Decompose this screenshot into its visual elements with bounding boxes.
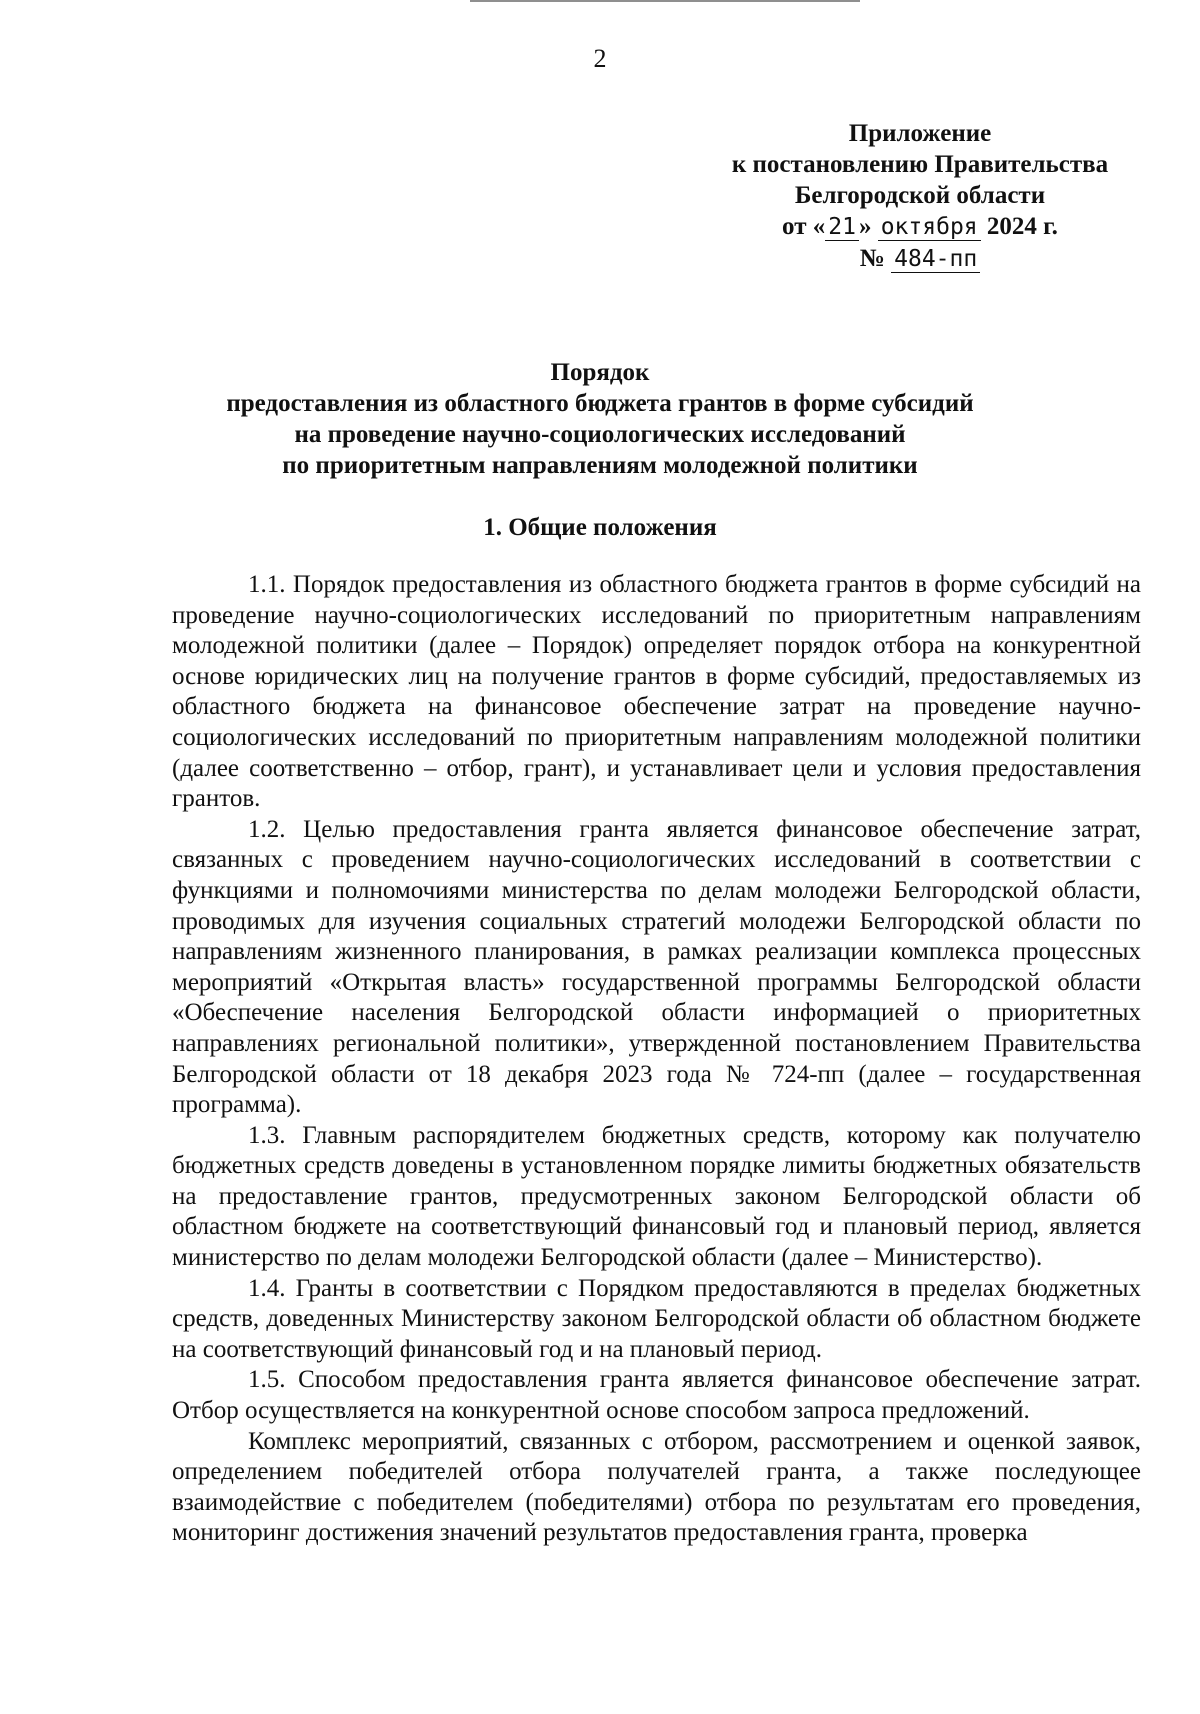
section-heading: 1. Общие положения (483, 514, 717, 541)
paragraph-1-2: 1.2. Целью предоставления гранта является финансовое обеспечение затрат, связанных с проведением научно-социологических исследований в соответствии с функциями и полномочиями министерства по делам молодежи Белгородской области, проводимых для изучения социальных стратегий молодежи Белгородской области по направлениям жизненного планирования, в рамках реализации комплекса процессных мероприятий «Открытая власть» государственной программы Белгородской области «Обеспечение населения Белгородской области информацией о приоритетных направлениях региональной политики», утвержденной постановлением Правительства Белгородской области от 18 декабря 2023 года № 724-пп (далее – государственная программа). (172, 815, 1141, 1119)
paragraph-1-4: 1.4. Гранты в соответствии с Порядком предоставляются в пределах бюджетных средств, доведенных Министерству законом Белгородской области об областном бюджете на соответствующий финансовый год и на плановый период. (172, 1274, 1141, 1363)
paragraph-1-5-cont: Комплекс мероприятий, связанных с отбором, рассмотрением и оценкой заявок, определением победителей отбора получателей гранта, а также последующее взаимодействие с победителем (победителями) отбора по результатам его проведения, мониторинг достижения значений результатов предоставления гранта, проверка (172, 1427, 1141, 1547)
appendix-line-2: к постановлению Правительства (731, 151, 1109, 178)
date-prefix: от « (782, 213, 826, 240)
document-title (0, 357, 1200, 481)
number-value: 484-пп (891, 246, 980, 273)
section-body (172, 570, 1141, 1549)
title-line-1: Порядок (550, 359, 650, 386)
title-line-3: на проведение научно-социологических исследований (294, 421, 906, 448)
appendix-number-line (720, 243, 1120, 275)
page-number: 2 (593, 44, 607, 73)
appendix-line-3: Белгородской области (794, 182, 1046, 209)
date-year: 2024 г. (980, 213, 1058, 240)
appendix-date-line (720, 211, 1120, 243)
title-line-4: по приоритетным направлениям молодежной политики (282, 452, 918, 479)
appendix-header (720, 118, 1120, 275)
scan-top-line (470, 0, 860, 2)
paragraph-1-5: 1.5. Способом предоставления гранта является финансовое обеспечение затрат. Отбор осуществляется на конкурентной основе способом запроса предложений. (172, 1366, 1141, 1425)
date-mid: » (858, 213, 878, 240)
paragraph-1-3: 1.3. Главным распорядителем бюджетных средств, которому как получателю бюджетных средств доведены в установленном порядке лимиты бюджетных обязательств на предоставление грантов, предусмотренных законом Белгородской области об областном бюджете на соответствующий финансовый год и плановый период, является министерство по делам молодежи Белгородской области (далее – Министерство). (172, 1121, 1141, 1272)
number-prefix: № (859, 245, 892, 272)
date-day: 21 (825, 214, 859, 241)
appendix-line-1: Приложение (848, 120, 992, 147)
paragraph-1-1: 1.1. Порядок предоставления из областного бюджета грантов в форме субсидий на проведение научно-социологических исследований по приоритетным направлениям молодежной политики (далее – Порядок) определяет порядок отбора на конкурентной основе юридических лиц на получение грантов в форме субсидий, предоставляемых из областного бюджета на финансовое обеспечение затрат на проведение научно-социологических исследований по приоритетным направлениям молодежной политики (далее соответственно – отбор, грант), и устанавливает цели и условия предоставления грантов. (172, 571, 1141, 813)
title-line-2: предоставления из областного бюджета грантов в форме субсидий (226, 390, 974, 417)
date-month: октября (878, 214, 981, 241)
